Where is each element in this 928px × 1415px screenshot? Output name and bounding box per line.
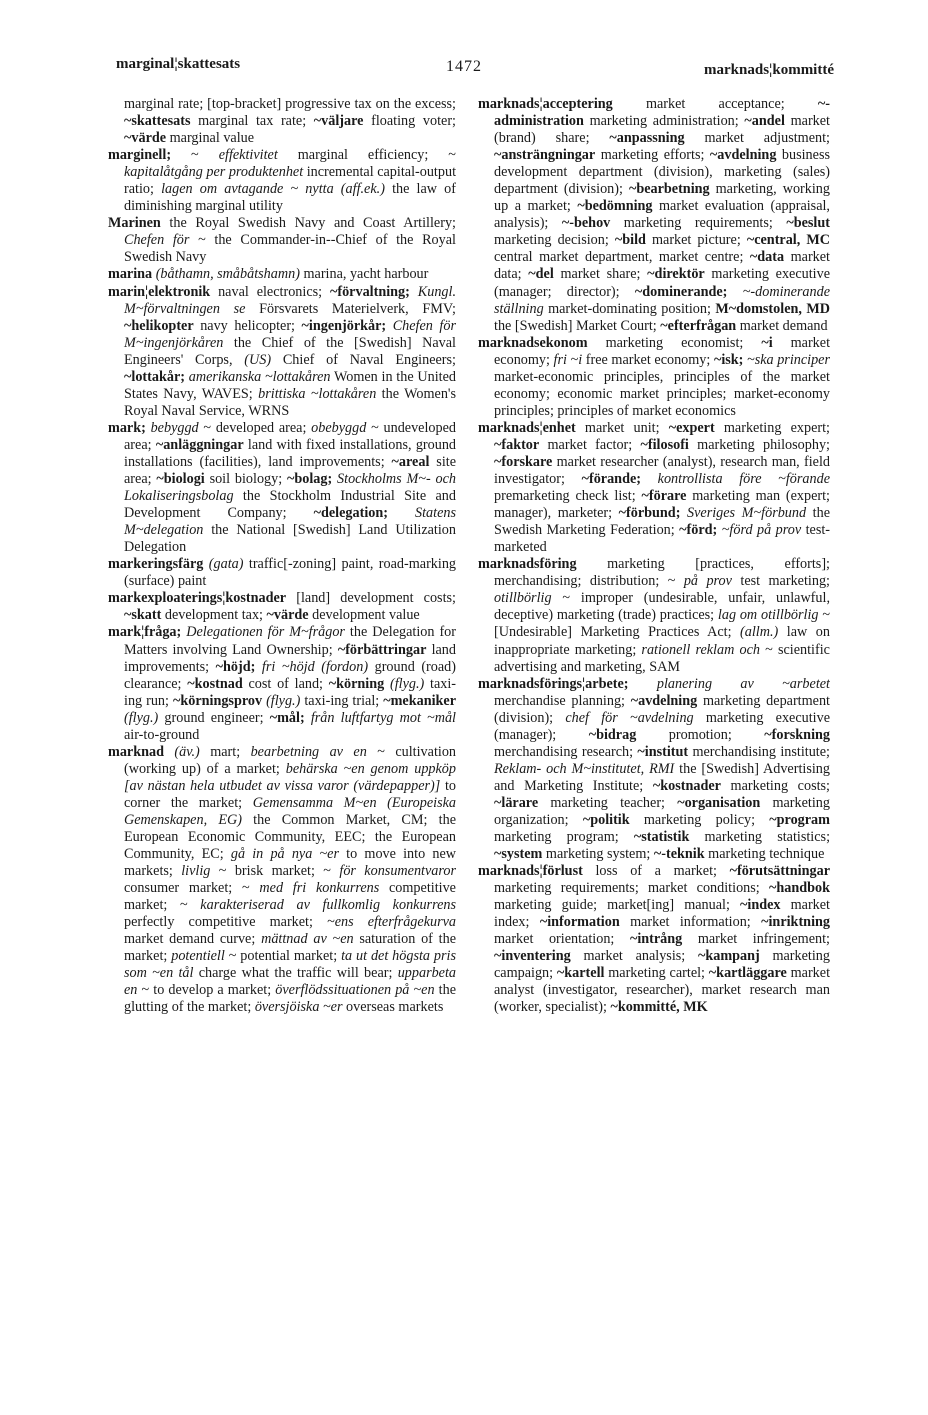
dictionary-entry: marknadsförings¦arbete; planering av ~arbetet merchandise planning; ~avdelning marketing department (division); chef för ~avdelning marketing executive (manager); ~bidrag promotion; ~forskning merchandising research; ~institut merchandising institute; Reklam- och M~institutet, RMI the [Swedish] Advertising and Marketing Institute; ~kostnader marketing costs; ~lärare marketing teacher; ~organisation marketing organization; ~politik marketing policy; ~program marketing program; ~statistik marketing statistics; ~system marketing system; ~-teknik marketing technique xyxy=(478,675,830,863)
dictionary-entry: marknadsekonom marketing economist; ~i market economy; fri ~i free market economy; ~isk; ~ska principer market-economic principles, principles of the market economy; economic market principles; market-economy principles; principles of market economics xyxy=(478,334,830,419)
running-head-left: marginal¦skattesats xyxy=(116,56,241,72)
dictionary-entry: markexploaterings¦kostnader [land] development costs; ~skatt development tax; ~värde development value xyxy=(108,590,456,624)
dictionary-entry: mark; bebyggd ~ developed area; obebyggd ~ undeveloped area; ~anläggningar land with fixed installations, ground installations (facilities), land improvements; ~areal site area; ~biologi soil biology; ~bolag; Stockholms M~- och Lokaliseringsbolag the Stockholm Industrial Site and Development Company; ~delegation; Statens M~delegation the National [Swedish] Land Utilization Delegation xyxy=(108,419,456,556)
running-head-right: marknads¦kommitté xyxy=(704,62,834,78)
dictionary-entry: marknads¦förlust loss of a market; ~förutsättningar marketing requirements; market conditions; ~handbok marketing guide; market[ing] manual; ~index market index; ~information market information; ~inriktning market orientation; ~intrång market infringement; ~inventering market analysis; ~kampanj marketing campaign; ~kartell marketing cartel; ~kartläggare market analyst (investigator, researcher), market research man (worker, specialist); ~kommitté, MK xyxy=(478,863,830,1016)
dictionary-entry: marknads¦acceptering market acceptance; ~-administration marketing administration; ~andel market (brand) share; ~anpassning market adjustment; ~ansträngningar marketing efforts; ~avdelning business development department (division), marketing (sales) department (division); ~bearbetning marketing, working up a market; ~bedömning market evaluation (appraisal, analysis); ~-behov marketing requirements; ~beslut marketing decision; ~bild market picture; ~central, MC central market department, market centre; ~data market data; ~del market share; ~direktör marketing executive (manager; director); ~dominerande; ~-dominerande ställning market-dominating position; M~domstolen, MD the [Swedish] Market Court; ~efterfrågan market demand xyxy=(478,96,830,334)
right-column xyxy=(478,96,830,1396)
dictionary-entry: marginell; ~ effektivitet marginal efficiency; ~ kapitalåtgång per produktenhet incremental capital-output ratio; lagen om avtagande ~ nytta (aff.ek.) the law of diminishing marginal utility xyxy=(108,147,456,215)
dictionary-entry: marginal rate; [top-bracket] progressive tax on the excess; ~skattesats marginal tax rate; ~väljare floating voter; ~värde marginal value xyxy=(124,96,456,147)
dictionary-entry: markeringsfärg (gata) traffic[-zoning] paint, road-marking (surface) paint xyxy=(108,556,456,590)
dictionary-entry: mark¦fråga; Delegationen för M~frågor the Delegation for Matters involving Land Ownership; ~förbättringar land improvements; ~höjd; fri ~höjd (fordon) ground (road) clearance; ~kostnad cost of land; ~körning (flyg.) taxi-ing run; ~körningsprov (flyg.) taxi-ing trial; ~mekaniker (flyg.) ground engineer; ~mål; från luftfartyg mot ~mål air-to-ground xyxy=(108,624,456,743)
dictionary-entry: marknadsföring marketing [practices, efforts]; merchandising; distribution; ~ på prov test marketing; otillbörlig ~ improper (undesirable, unfair, unlawful, deceptive) marketing (trade) practices; lag om otillbörlig ~ [Undesirable] Marketing Practices Act; (allm.) law on inappropriate marketing; rationell reklam och ~ scientific advertising and marketing, SAM xyxy=(478,556,830,675)
dictionary-entry: marin¦elektronik naval electronics; ~förvaltning; Kungl. M~förvaltningen se Försvarets Materielverk, FMV; ~helikopter navy helicopter; ~ingenjörkår; Chefen för M~ingenjörkåren the Chief of the [Swedish] Naval Engineers' Corps, (US) Chief of Naval Engineers; ~lottakår; amerikanska ~lottakåren Women in the United States Navy, WAVES; brittiska ~lottakåren the Women's Royal Naval Service, WRNS xyxy=(108,283,456,419)
dictionary-entry: marknads¦enhet market unit; ~expert marketing expert; ~faktor market factor; ~filosofi marketing philosophy; ~forskare market researcher (analyst), research man, field investigator; ~förande; kontrollista före ~förande premarketing check list; ~förare marketing man (expert; manager), marketer; ~förbund; Sveriges M~förbund the Swedish Marketing Federation; ~förd; ~förd på prov test-marketed xyxy=(478,419,830,556)
dictionary-entry: marknad (äv.) mart; bearbetning av en ~ cultivation (working up) of a market; behärska ~en genom uppköp [av nästan hela utbudet av vissa varor (värdepapper)] to corner the market; Gemensamma M~en (Europeiska Gemenskapen, EG) the Common Market, CM; the European Economic Community, EEC; the European Community, EC; gå in på nya ~er to move into new markets; livlig ~ brisk market; ~ för konsumentvaror consumer market; ~ med fri konkurrens competitive market; ~ karakteriserad av fullkomlig konkurrens perfectly competitive market; ~ens efterfrågekurva market demand curve; mättnad av ~en saturation of the market; potentiell ~ potential market; ta ut det högsta pris som ~en tål charge what the traffic will bear; upparbeta en ~ to develop a market; överflödssituationen på ~en the glutting of the market; översjöiska ~er overseas markets xyxy=(108,743,456,1016)
dictionary-entry: Marinen the Royal Swedish Navy and Coast Artillery; Chefen för ~ the Commander-in--Chief of the Royal Swedish Navy xyxy=(108,215,456,266)
left-column xyxy=(108,96,456,1396)
dictionary-entry: marina (båthamn, småbåtshamn) marina, yacht harbour xyxy=(108,266,429,283)
page-number: 1472 xyxy=(446,58,482,75)
